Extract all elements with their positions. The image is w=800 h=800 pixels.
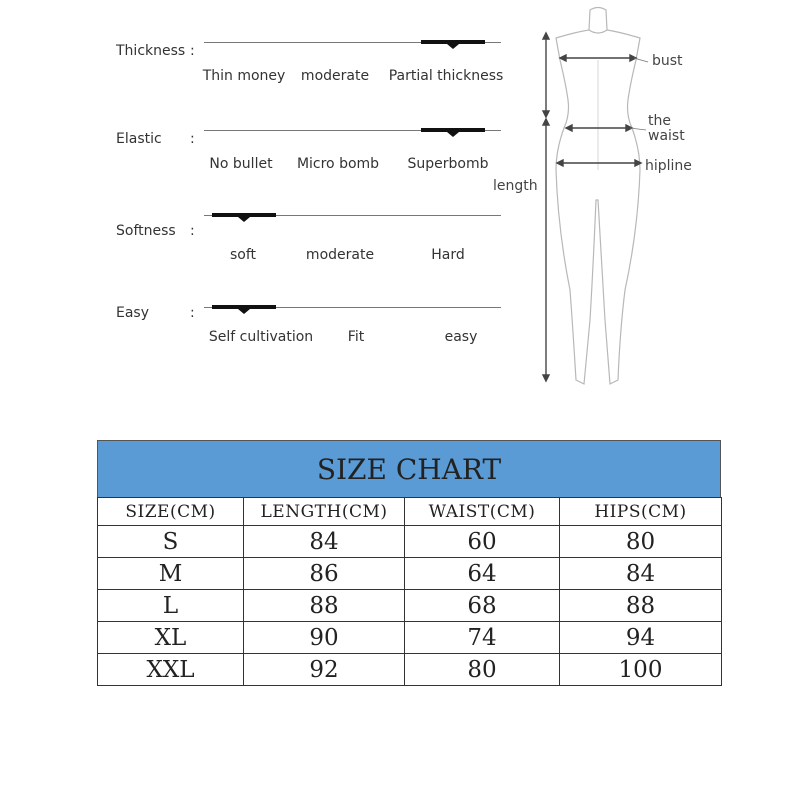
table-header-row <box>98 498 722 526</box>
mannequin-illustration <box>480 0 720 400</box>
scale-option: easy <box>444 329 478 345</box>
cell-length: 88 <box>244 590 405 622</box>
scale-option: soft <box>229 247 257 263</box>
scale-option: Partial thickness <box>388 68 504 84</box>
cell-hips: 88 <box>560 590 722 622</box>
attribute-row-thickness <box>0 40 520 110</box>
cell-size: XL <box>98 622 244 654</box>
size-chart-title: SIZE CHART <box>97 440 721 497</box>
cell-waist: 60 <box>405 526 560 558</box>
cell-length: 86 <box>244 558 405 590</box>
header-length: LENGTH(CM) <box>244 498 405 526</box>
attribute-colon: : <box>190 305 195 321</box>
attribute-row-elastic <box>0 128 520 198</box>
size-chart <box>97 440 721 686</box>
cell-size: XXL <box>98 654 244 686</box>
attribute-colon: : <box>190 43 195 59</box>
cell-size: L <box>98 590 244 622</box>
length-label: length <box>493 178 538 194</box>
cell-hips: 84 <box>560 558 722 590</box>
table-row <box>98 590 722 622</box>
scale-option: moderate <box>300 68 370 84</box>
table-row <box>98 622 722 654</box>
scale-option: moderate <box>305 247 375 263</box>
cell-hips: 94 <box>560 622 722 654</box>
cell-waist: 64 <box>405 558 560 590</box>
attribute-colon: : <box>190 131 195 147</box>
cell-waist: 74 <box>405 622 560 654</box>
scale-option: Fit <box>347 329 365 345</box>
attribute-label: Softness <box>116 223 176 239</box>
scale-marker <box>212 213 276 217</box>
attribute-label: Easy <box>116 305 150 321</box>
attribute-scales <box>0 0 520 400</box>
table-row <box>98 654 722 686</box>
header-size: SIZE(CM) <box>98 498 244 526</box>
cell-length: 90 <box>244 622 405 654</box>
attribute-row-easy <box>0 305 520 375</box>
waist-label-line2: waist <box>648 128 685 144</box>
attribute-row-softness <box>0 213 520 283</box>
header-waist: WAIST(CM) <box>405 498 560 526</box>
scale-option: Micro bomb <box>296 156 380 172</box>
cell-waist: 68 <box>405 590 560 622</box>
size-table <box>97 497 722 686</box>
scale-option: Superbomb <box>407 156 489 172</box>
cell-size: S <box>98 526 244 558</box>
attribute-colon: : <box>190 223 195 239</box>
scale-option: Self cultivation <box>208 329 314 345</box>
cell-size: M <box>98 558 244 590</box>
scale-option: No bullet <box>209 156 273 172</box>
table-row <box>98 526 722 558</box>
scale-marker <box>212 305 276 309</box>
scale-marker <box>421 128 485 132</box>
scale-marker <box>421 40 485 44</box>
attribute-label: Elastic <box>116 131 162 147</box>
cell-hips: 100 <box>560 654 722 686</box>
measurement-figure <box>480 0 720 400</box>
cell-length: 84 <box>244 526 405 558</box>
hipline-label: hipline <box>645 158 692 174</box>
waist-label-line1: the <box>648 113 671 129</box>
bust-label: bust <box>652 53 683 69</box>
table-row <box>98 558 722 590</box>
cell-length: 92 <box>244 654 405 686</box>
header-hips: HIPS(CM) <box>560 498 722 526</box>
scale-option: Hard <box>431 247 465 263</box>
cell-hips: 80 <box>560 526 722 558</box>
cell-waist: 80 <box>405 654 560 686</box>
attribute-label: Thickness <box>116 43 186 59</box>
scale-option: Thin money <box>202 68 286 84</box>
